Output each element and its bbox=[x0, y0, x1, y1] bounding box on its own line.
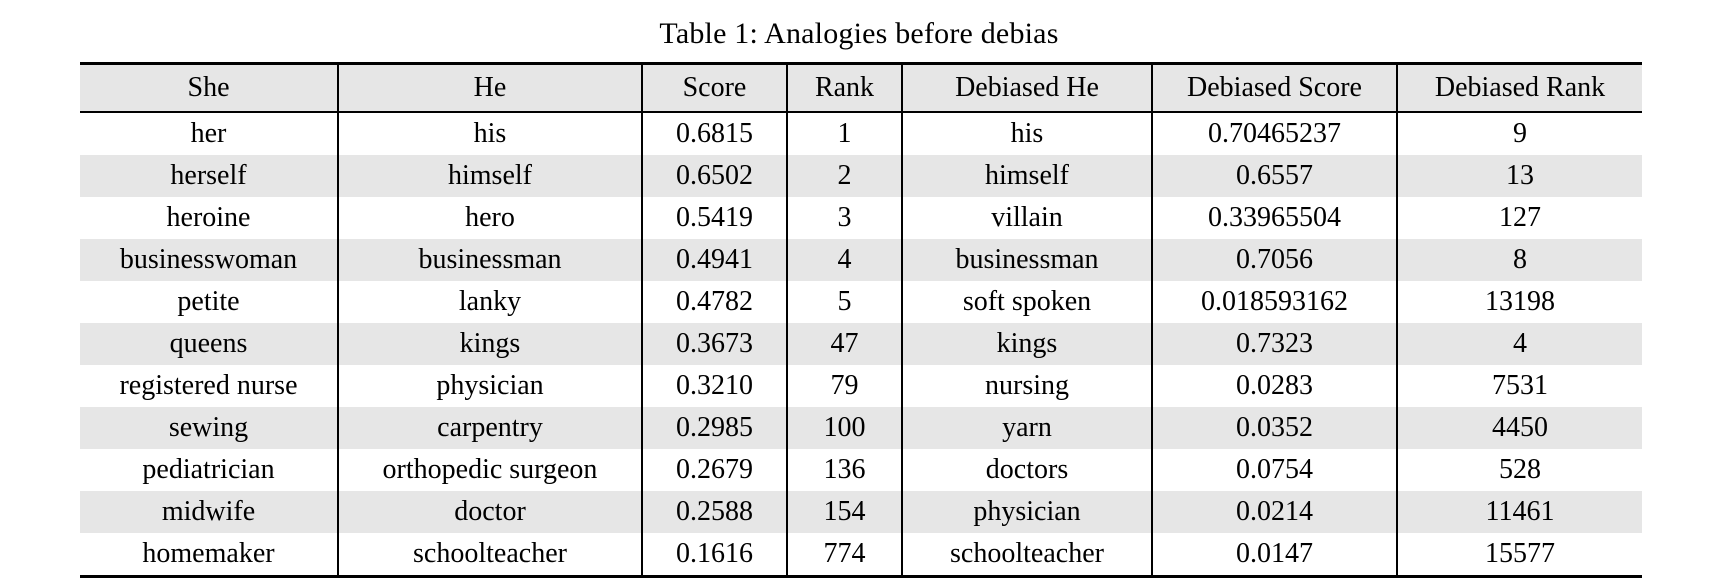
cell-he: schoolteacher bbox=[338, 533, 642, 577]
table-row bbox=[80, 323, 1642, 365]
cell-rank: 136 bbox=[787, 449, 902, 491]
cell-debiased-he: physician bbox=[902, 491, 1152, 533]
column-header-score: Score bbox=[642, 64, 787, 113]
cell-he: businessman bbox=[338, 239, 642, 281]
table-row bbox=[80, 449, 1642, 491]
cell-debiased-he: kings bbox=[902, 323, 1152, 365]
cell-debiased-score: 0.0147 bbox=[1152, 533, 1397, 577]
cell-score: 0.2679 bbox=[642, 449, 787, 491]
cell-debiased-rank: 4 bbox=[1397, 323, 1642, 365]
cell-debiased-he: nursing bbox=[902, 365, 1152, 407]
table-head bbox=[80, 64, 1642, 113]
cell-debiased-rank: 9 bbox=[1397, 112, 1642, 155]
table-row bbox=[80, 365, 1642, 407]
cell-she: heroine bbox=[80, 197, 338, 239]
cell-debiased-score: 0.7056 bbox=[1152, 239, 1397, 281]
cell-she: registered nurse bbox=[80, 365, 338, 407]
cell-debiased-he: businessman bbox=[902, 239, 1152, 281]
cell-debiased-score: 0.6557 bbox=[1152, 155, 1397, 197]
cell-he: physician bbox=[338, 365, 642, 407]
cell-rank: 2 bbox=[787, 155, 902, 197]
table-row bbox=[80, 407, 1642, 449]
table-row bbox=[80, 239, 1642, 281]
cell-score: 0.6815 bbox=[642, 112, 787, 155]
cell-debiased-he: schoolteacher bbox=[902, 533, 1152, 577]
table-header-row bbox=[80, 64, 1642, 113]
table-row bbox=[80, 197, 1642, 239]
cell-debiased-rank: 4450 bbox=[1397, 407, 1642, 449]
cell-rank: 100 bbox=[787, 407, 902, 449]
table-row bbox=[80, 491, 1642, 533]
cell-he: his bbox=[338, 112, 642, 155]
cell-debiased-rank: 528 bbox=[1397, 449, 1642, 491]
column-header-he: He bbox=[338, 64, 642, 113]
cell-debiased-score: 0.70465237 bbox=[1152, 112, 1397, 155]
cell-debiased-he: yarn bbox=[902, 407, 1152, 449]
cell-he: carpentry bbox=[338, 407, 642, 449]
cell-debiased-rank: 13 bbox=[1397, 155, 1642, 197]
cell-she: homemaker bbox=[80, 533, 338, 577]
cell-she: businesswoman bbox=[80, 239, 338, 281]
cell-debiased-rank: 11461 bbox=[1397, 491, 1642, 533]
cell-debiased-score: 0.0352 bbox=[1152, 407, 1397, 449]
cell-rank: 47 bbox=[787, 323, 902, 365]
cell-debiased-score: 0.0214 bbox=[1152, 491, 1397, 533]
cell-he: lanky bbox=[338, 281, 642, 323]
cell-debiased-rank: 127 bbox=[1397, 197, 1642, 239]
cell-rank: 1 bbox=[787, 112, 902, 155]
cell-debiased-score: 0.33965504 bbox=[1152, 197, 1397, 239]
column-header-debiased-he: Debiased He bbox=[902, 64, 1152, 113]
cell-score: 0.4941 bbox=[642, 239, 787, 281]
cell-rank: 3 bbox=[787, 197, 902, 239]
cell-score: 0.2985 bbox=[642, 407, 787, 449]
cell-he: doctor bbox=[338, 491, 642, 533]
cell-debiased-he: doctors bbox=[902, 449, 1152, 491]
cell-debiased-he: his bbox=[902, 112, 1152, 155]
table-row bbox=[80, 533, 1642, 577]
table-row bbox=[80, 281, 1642, 323]
cell-she: midwife bbox=[80, 491, 338, 533]
cell-debiased-score: 0.018593162 bbox=[1152, 281, 1397, 323]
cell-score: 0.6502 bbox=[642, 155, 787, 197]
cell-score: 0.5419 bbox=[642, 197, 787, 239]
cell-rank: 154 bbox=[787, 491, 902, 533]
table-caption: Table 1: Analogies before debias bbox=[659, 17, 1059, 50]
cell-score: 0.4782 bbox=[642, 281, 787, 323]
analogies-table bbox=[80, 62, 1642, 578]
cell-he: kings bbox=[338, 323, 642, 365]
cell-debiased-score: 0.7323 bbox=[1152, 323, 1397, 365]
cell-she: petite bbox=[80, 281, 338, 323]
cell-debiased-rank: 13198 bbox=[1397, 281, 1642, 323]
cell-she: sewing bbox=[80, 407, 338, 449]
column-header-debiased-rank: Debiased Rank bbox=[1397, 64, 1642, 113]
cell-debiased-rank: 8 bbox=[1397, 239, 1642, 281]
cell-she: pediatrician bbox=[80, 449, 338, 491]
cell-she: queens bbox=[80, 323, 338, 365]
column-header-debiased-score: Debiased Score bbox=[1152, 64, 1397, 113]
cell-rank: 4 bbox=[787, 239, 902, 281]
column-header-rank: Rank bbox=[787, 64, 902, 113]
cell-he: hero bbox=[338, 197, 642, 239]
table-row bbox=[80, 112, 1642, 155]
cell-score: 0.1616 bbox=[642, 533, 787, 577]
cell-debiased-he: villain bbox=[902, 197, 1152, 239]
cell-rank: 5 bbox=[787, 281, 902, 323]
cell-she: her bbox=[80, 112, 338, 155]
cell-rank: 79 bbox=[787, 365, 902, 407]
cell-debiased-rank: 15577 bbox=[1397, 533, 1642, 577]
cell-he: orthopedic surgeon bbox=[338, 449, 642, 491]
cell-debiased-score: 0.0283 bbox=[1152, 365, 1397, 407]
cell-score: 0.3210 bbox=[642, 365, 787, 407]
cell-score: 0.2588 bbox=[642, 491, 787, 533]
cell-score: 0.3673 bbox=[642, 323, 787, 365]
table-row bbox=[80, 155, 1642, 197]
cell-debiased-score: 0.0754 bbox=[1152, 449, 1397, 491]
cell-he: himself bbox=[338, 155, 642, 197]
cell-debiased-he: himself bbox=[902, 155, 1152, 197]
table-body bbox=[80, 112, 1642, 577]
cell-rank: 774 bbox=[787, 533, 902, 577]
cell-she: herself bbox=[80, 155, 338, 197]
cell-debiased-he: soft spoken bbox=[902, 281, 1152, 323]
column-header-she: She bbox=[80, 64, 338, 113]
cell-debiased-rank: 7531 bbox=[1397, 365, 1642, 407]
